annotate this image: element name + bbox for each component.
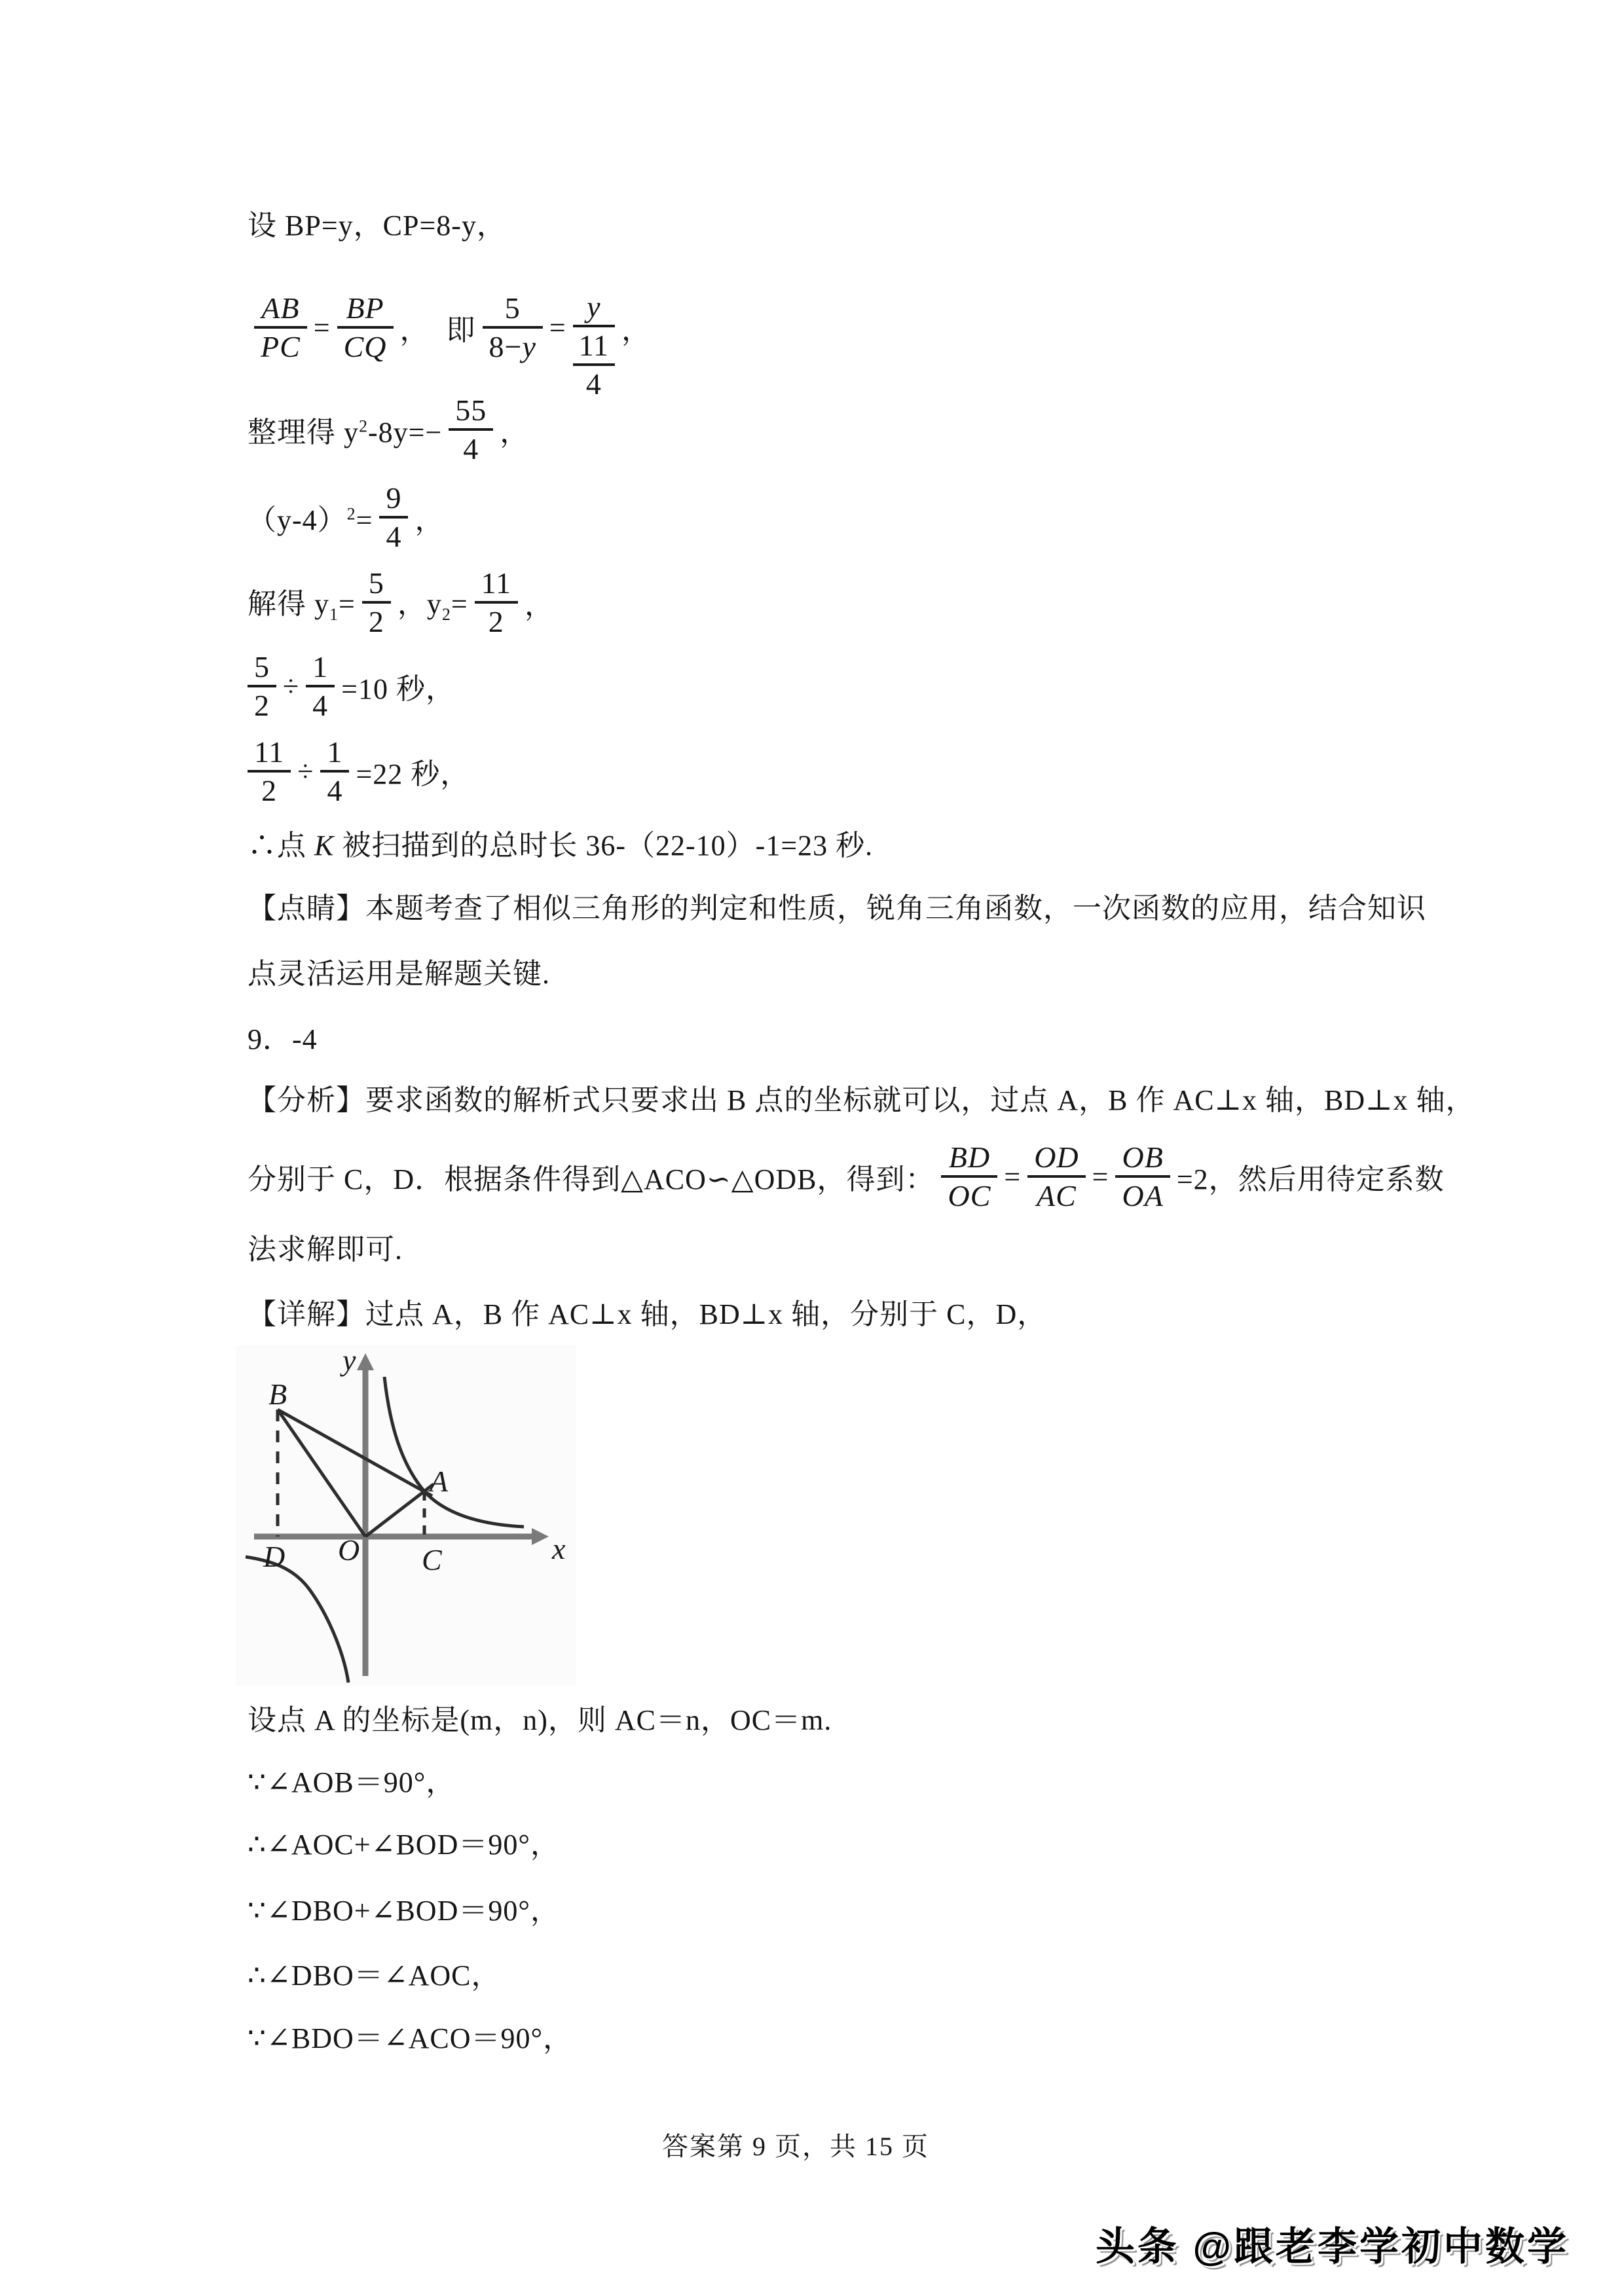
fraction-denominator: PC (261, 330, 301, 363)
fraction-y-over-11-4 (573, 289, 615, 402)
line-angle-dbo-bod: ∵∠DBO+∠BOD＝90°， (248, 1895, 560, 1927)
text-square: $(y-4)^2=$ (248, 504, 373, 536)
fraction-numerator: OD (1027, 1139, 1085, 1178)
fraction-bp-cq (337, 290, 394, 365)
fraction-denominator: CQ (343, 330, 387, 363)
line-angle-dbo-aoc: ∴∠DBO＝∠AOC， (248, 1959, 501, 1992)
fraction-numerator: BP (337, 290, 394, 329)
equals-sign: = (1092, 1160, 1109, 1193)
origin-label-o: O (338, 1533, 360, 1567)
point-label-a: A (430, 1465, 449, 1498)
fraction-5-over-8-minus-y (483, 290, 543, 365)
equation-ratio (248, 252, 651, 403)
comma: ， (399, 314, 430, 346)
comma: ， (621, 314, 652, 346)
fraction-numerator: 5 (248, 649, 276, 687)
fraction-numerator: 5 (483, 290, 543, 329)
page-footer: 答案第 9 页，共 15 页 (662, 2132, 929, 2161)
fraction-numerator: 11 (248, 734, 291, 773)
line-remark-1: 【点睛】本题考查了相似三角形的判定和性质，锐角三角函数，一次函数的应用，结合知识 (248, 892, 1426, 924)
fraction-denominator: 4 (312, 689, 329, 722)
fraction-numerator: 1 (320, 734, 349, 773)
fraction-bd-oc (941, 1139, 997, 1214)
fraction-denominator: 2 (254, 689, 270, 722)
text-solve: 解得 $y_1=$ (248, 588, 356, 624)
subscript-1: 1 (329, 604, 339, 624)
fraction-denominator: 2 (368, 605, 384, 638)
fraction-55-4 (449, 392, 493, 467)
fraction-numerator: BD (941, 1139, 997, 1178)
subscript-2: 2 (441, 604, 451, 624)
text-solve-mid: ，$y_2=$ (397, 588, 468, 624)
fraction-numerator: 5 (362, 565, 391, 604)
x-axis-label: x (552, 1532, 566, 1565)
fraction-11-2 (248, 734, 291, 809)
fraction-denominator (483, 329, 543, 365)
fraction-denominator: AC (1037, 1179, 1077, 1212)
fraction-ob-oa (1115, 1139, 1170, 1214)
line-analysis-3: 法求解即可. (248, 1233, 403, 1266)
text-therefore: ∴点 (248, 829, 314, 862)
result-text: =22 秒， (356, 758, 470, 790)
equation-simplify (248, 393, 529, 465)
y-axis-label: y (342, 1345, 356, 1377)
line-remark-2: 点灵活运用是解题关键. (248, 958, 550, 990)
fraction-numerator: AB (254, 290, 307, 329)
comma: ， (415, 504, 445, 536)
inner-numerator: 11 (573, 327, 615, 366)
fraction-numerator: OB (1115, 1139, 1170, 1178)
inner-denominator: 4 (585, 367, 602, 401)
fraction-ab-pc (254, 290, 307, 365)
equation-time-10 (248, 650, 455, 722)
point-label-b: B (268, 1377, 287, 1411)
division-sign: ÷ (283, 670, 300, 702)
text-conclusion: 被扫描到的总时长 36-（22-10）-1=23 秒. (334, 829, 874, 862)
line-coords-a: 设点 A 的坐标是(m，n)，则 AC＝n，OC＝m. (248, 1704, 832, 1736)
line-angle-aob: ∵∠AOB＝90°， (248, 1766, 456, 1798)
line-detail: 【详解】过点 A，B 作 AC⊥x 轴，BD⊥x 轴，分别于 C，D， (248, 1298, 1047, 1330)
result-text: =10 秒， (341, 673, 455, 705)
text-analysis-tail: 然后用待定系数 (1238, 1163, 1445, 1195)
fraction-5-2 (362, 565, 391, 640)
superscript-2: 2 (359, 416, 368, 436)
denominator-number: 8− (489, 330, 523, 363)
fraction-numerator: 11 (475, 565, 518, 604)
text-simplify: 整理得 $y^2-8y=-$ (248, 416, 443, 448)
fraction-denominator (573, 327, 615, 402)
fraction-11-2 (475, 565, 518, 640)
equals-sign: = (313, 311, 331, 344)
fraction-1-4 (306, 649, 335, 723)
line-setup-bp: 设 BP=y，CP=8-y， (248, 210, 506, 242)
fraction-1-4 (320, 734, 349, 809)
line-conclusion (248, 827, 873, 865)
denominator-variable: y (522, 330, 536, 363)
equals-sign: = (1004, 1160, 1022, 1193)
division-sign: ÷ (297, 755, 314, 788)
superscript-2: 2 (346, 504, 356, 524)
text-namely: 即 (446, 314, 476, 346)
fraction-5-2 (248, 649, 276, 723)
fraction-denominator: 4 (463, 432, 479, 465)
fraction-numerator: 55 (449, 392, 493, 431)
fraction-numerator: 1 (306, 649, 335, 687)
equals-2: =2， (1176, 1163, 1238, 1195)
fraction-denominator: OA (1122, 1179, 1164, 1212)
line-angle-aoc-bod: ∴∠AOC+∠BOD＝90°， (248, 1829, 560, 1861)
line-analysis-1: 【分析】要求函数的解析式只要求出 B 点的坐标就可以，过点 A，B 作 AC⊥x 轴，BD⊥x 轴， (248, 1084, 1475, 1116)
variable-k: K (314, 829, 335, 862)
line-analysis-2 (248, 1140, 1445, 1212)
equation-solve (248, 566, 554, 638)
inner-fraction-11-4 (573, 327, 615, 402)
hyperbola-diagram (236, 1345, 576, 1686)
comma: ， (524, 589, 554, 621)
fraction-denominator: 4 (386, 520, 402, 553)
text-analysis: 分别于 C，D．根据条件得到△ACO∽△ODB，得到： (248, 1163, 935, 1195)
fraction-denominator: OC (948, 1179, 991, 1212)
fraction-denominator: 2 (261, 774, 278, 807)
fraction-od-ac (1027, 1139, 1085, 1214)
equals-sign: = (549, 311, 566, 344)
watermark: 头条 @跟老李学初中数学 (1095, 2225, 1569, 2269)
fraction-numerator: y (573, 289, 615, 327)
fraction-denominator: 2 (488, 605, 504, 638)
point-label-d: D (263, 1540, 286, 1573)
fraction-denominator: 4 (327, 774, 343, 807)
comma: ， (500, 416, 530, 448)
fraction-numerator: 9 (379, 480, 408, 519)
fraction-9-4 (379, 480, 408, 555)
line-answer-9: 9．-4 (248, 1023, 318, 1055)
point-label-c: C (422, 1543, 442, 1576)
equation-square (248, 481, 444, 553)
line-angle-bdo-aco: ∵∠BDO＝∠ACO＝90°， (248, 2022, 573, 2054)
equation-time-22 (248, 735, 470, 807)
